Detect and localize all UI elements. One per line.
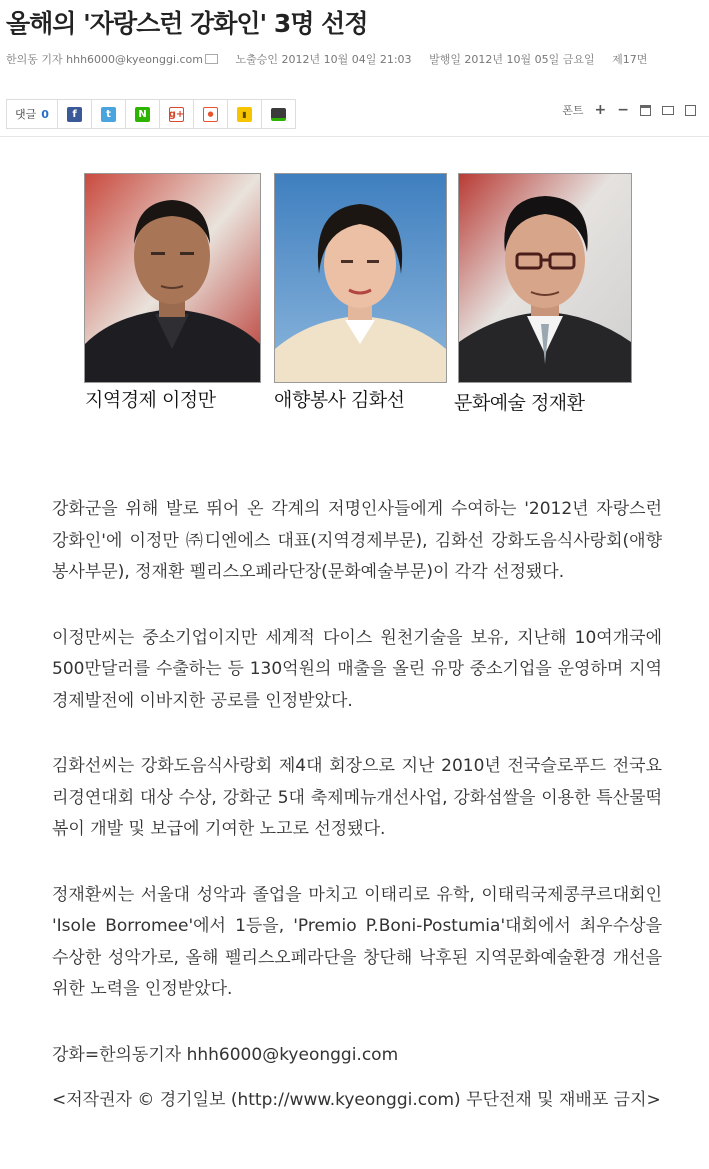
copyright-notice: <저작권자 © 경기일보 (http://www.kyeonggi.com) 무단전재 및 재배포 금지>	[52, 1090, 661, 1110]
portrait-photo-2	[274, 173, 447, 383]
comment-button[interactable]	[7, 100, 58, 128]
article-title: 올해의 '자랑스런 강화인' 3명 선정	[6, 9, 368, 38]
font-increase-button[interactable]: +	[594, 102, 607, 118]
photo-caption-2: 애향봉사 김화선	[274, 389, 405, 411]
comment-count: 0	[41, 107, 49, 121]
portrait-photo-1	[84, 173, 261, 383]
naver-icon: N	[135, 107, 150, 122]
publish-date: 발행일 2012년 10월 05일 금요일	[429, 53, 595, 66]
article-tools	[562, 102, 696, 118]
byline[interactable]: 한의동 기자 hhh6000@kyeonggi.com	[6, 53, 203, 66]
font-label: 폰트	[562, 104, 584, 117]
clip-icon: ●	[203, 107, 218, 122]
clip-share-button[interactable]	[194, 100, 228, 128]
header-divider	[0, 136, 709, 137]
naver-share-button[interactable]	[126, 100, 160, 128]
reporter-line: 강화=한의동기자 hhh6000@kyeonggi.com	[52, 1044, 399, 1065]
portrait-photo-3	[458, 173, 632, 383]
photo-group	[84, 173, 632, 418]
googleplus-icon: g+	[168, 108, 185, 120]
mail-icon[interactable]	[205, 54, 218, 64]
close-icon[interactable]	[685, 105, 696, 116]
exposed-time: 노출승인 2012년 10월 04일 21:03	[235, 53, 412, 66]
kakaostory-share-button[interactable]	[228, 100, 262, 128]
paragraph-3: 김화선씨는 강화도음식사랑회 제4대 회장으로 지난 2010년 전국슬로푸드 전국요리경연대회 대상 수상, 강화군 5대 축제메뉴개선사업, 강화섬쌀을 이용한 특산물떡볶이 개발 및 보급에 기여한 노고로 선정됐다.	[52, 756, 662, 839]
paragraph-2: 이정만씨는 중소기업이지만 세계적 다이스 원천기술을 보유, 지난해 10여개국에 500만달러를 수출하는 등 130억원의 매출을 올린 유망 중소기업을 운영하며 지역경제발전에 이바지한 공로를 인정받았다.	[52, 627, 662, 711]
page-number: 제17면	[612, 53, 648, 66]
facebook-icon: f	[67, 107, 82, 122]
kakaostory-icon: ▮	[237, 107, 252, 122]
comment-label: 댓글	[15, 108, 37, 121]
font-decrease-button[interactable]: −	[617, 102, 629, 118]
paragraph-4: 정재환씨는 서울대 성악과 졸업을 마치고 이태리로 유학, 이태릭국제콩쿠르대회인 'Isole Borromee'에서 1등을, 'Premio P.Boni-Postumia'대회에서 최우수상을 수상한 성악가로, 올해 펠리스오페라단을 창단해 낙후된 지역문화예술환경 개선을 위한 노력을 인정받았다.	[52, 884, 662, 999]
print-icon[interactable]	[640, 105, 651, 116]
article-body	[52, 494, 662, 1151]
facebook-share-button[interactable]	[58, 100, 92, 128]
more-icon	[271, 108, 286, 121]
more-share-button[interactable]	[262, 100, 295, 128]
googleplus-share-button[interactable]	[160, 100, 194, 128]
twitter-icon: t	[101, 107, 116, 122]
twitter-share-button[interactable]	[92, 100, 126, 128]
paragraph-1: 강화군을 위해 발로 뛰어 온 각계의 저명인사들에게 수여하는 '2012년 자랑스런 강화인'에 이정만 ㈜디엔에스 대표(지역경제부문), 김화선 강화도음식사랑회(애향봉사부문), 정재환 펠리스오페라단장(문화예술부문)이 각각 선정됐다.	[52, 499, 662, 582]
photo-caption-1: 지역경제 이정만	[85, 389, 216, 411]
article-meta	[6, 51, 661, 67]
share-bar	[6, 99, 296, 129]
email-icon[interactable]	[662, 106, 674, 115]
photo-caption-3: 문화예술 정재환	[454, 392, 585, 414]
